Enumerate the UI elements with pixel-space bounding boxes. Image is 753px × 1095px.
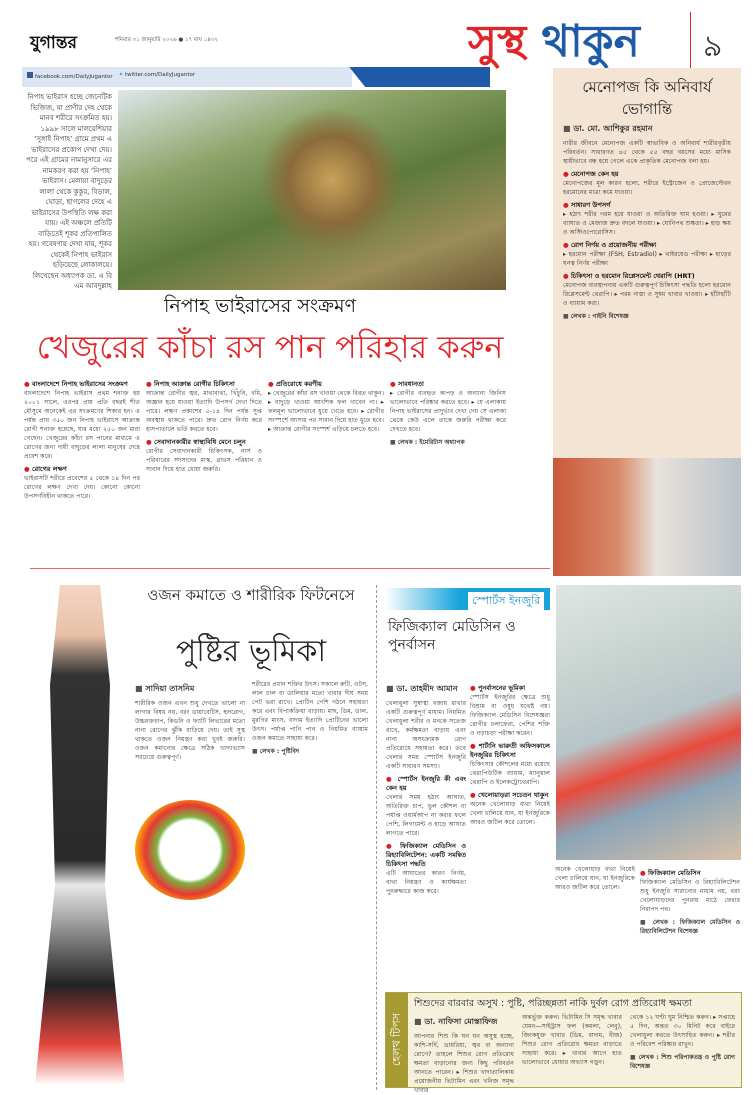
tips-byline: ■ ডা. নাফিসা মোস্তাফিজ: [414, 1017, 514, 1026]
article-column-2: [146, 376, 262, 566]
main-headline: খেজুরের কাঁচা রস পান পরিহার করুন: [36, 328, 504, 366]
injured-runner-photo: [556, 585, 741, 860]
social-bar-stripe: [330, 67, 490, 87]
tips-column-2: [522, 1013, 622, 1085]
sports-column-3: [555, 865, 635, 985]
twitter-url: twitter.com/DailyJugantor: [124, 72, 196, 78]
fitness-kicker: ওজন কমাতে ও শারীরিক ফিটনেসে: [147, 586, 355, 604]
column-subhead: ● সেবাদানকারীর স্বাস্থ্যবিধি মেনে চলুন: [146, 438, 262, 447]
facebook-icon: [27, 72, 33, 78]
menopause-body: ▸ হরমোন পরীক্ষা (FSH, Estradiol) ▸ থাইরয়েড পরীক্ষা ▸ হাড়ের ঘনত্ব নির্ণয় পরীক্ষা: [563, 251, 731, 267]
column-body: ▸ খেজুরের কাঁচা রস খাওয়া থেকে বিরত থাকুন। ▸ বাদুড়ে খাওয়া আংশিক ফল খাবেন না। ▸ ফলমূল ভালোভাবে ধুয়ে খেতে হবে। ▸ রোগীর সংস্পর্শে আসার পর সাবান দিয়ে হাত ধুতে হবে। ▸ আক্রান্ত রোগীর সংস্পর্শ এড়িয়ে চলতে হবে।: [268, 390, 384, 433]
health-tips-box: [385, 992, 742, 1094]
tips-column-1: [414, 1013, 514, 1094]
tips-headline: শিশুদের বারবার অসুখ : পুষ্টি, পরিচ্ছন্নতা নাকি দুর্বল রোগ প্রতিরোধ ক্ষমতা: [414, 998, 692, 1009]
fitness-body: শরীরের প্রধান শক্তির উৎস। সকালে রুটি, ওটস, লাল চাল বা ডালিয়ার মতো খাবার দীর্ঘ সময় পেট ভরা রাখে। প্রোটিন পেশি গঠনে সহায়তা করে এবং বিপাকক্রিয়া বাড়ায়। মাছ, ডিম, ডাল, মুরগির মাংস, বাদাম ইত্যাদি প্রোটিনের ভালো উৎস। পর্যাপ্ত পানি পান ও নিয়মিত ব্যায়াম ওজন কমাতে সাহায্য করে।: [252, 681, 368, 742]
sports-subhead: ● শার্টানি ভারুতী অফিসকালে ইনজুরির চিকিৎসা: [470, 742, 550, 760]
menopause-subhead: ● চিকিৎসা ও হরমোন রিপ্লেসমেন্ট থেরাপি (HRT): [563, 272, 731, 281]
author-note: ■ লেখক : শিশু পরিপাকতন্ত্র ও পুষ্টি রোগ বিশেষজ্ঞ: [630, 1053, 735, 1071]
sports-body: খেলার সময় হঠাৎ আঘাত, অতিরিক্ত চাপ, ভুল কৌশল বা পর্যাপ্ত ওয়ার্মআপ না করার ফলে পেশি, লিগামেন্ট ও হাড়ে আঘাত লাগতে পারে।: [386, 794, 466, 837]
column-dashed-divider: [376, 585, 377, 1090]
sports-label: স্পোর্টস ইনজুরি: [468, 592, 544, 611]
column-body: ▸ রোগীর ব্যবহৃত কাপড় ও অন্যান্য জিনিস ভালোভাবে পরিষ্কার করতে হবে। ▸ যে এলাকায় নিপাহ ভাইরাসের প্রাদুর্ভাব দেখা দেয় সে এলাকা থেকে কেউ এলে তাকে জরুরি পরীক্ষা করে দেখতে হবে।: [390, 390, 506, 433]
sports-column-2: [470, 680, 550, 980]
sports-subhead: ● খেলোয়াড়রা সচেতন থাকুন: [470, 791, 550, 800]
menopause-body: মেনোপজ ব্যবস্থাপনায় একটি গুরুত্বপূর্ণ চিকিৎসা পদ্ধতি হলো হরমোন রিপ্লেসমেন্ট থেরাপি। ▸ পরম নাস্তা ও সুষম খাবার খাওয়া। ▸ হাঁটাহাঁটি ও ব্যায়াম করা।: [563, 282, 731, 307]
author-note: ■ লেখক : গাইনি বিশেষজ্ঞ: [563, 312, 731, 321]
sports-subhead: ● স্পোর্টস ইনজুরি কী এবং কেন হয়: [386, 775, 466, 793]
column-subhead: ● রোগের লক্ষণ: [24, 465, 140, 474]
fitness-column-1: [135, 680, 245, 1090]
column-subhead: ● নিপাহ আক্রান্ত রোগীর চিকিৎসা: [146, 380, 262, 389]
page-number: ৯: [703, 29, 723, 64]
sports-subhead: ● পুনর্বাসনের ভূমিকা: [470, 684, 550, 693]
column-subhead: ● বাংলাদেশে নিপাহ ভাইরাসের সংক্রমণ: [24, 380, 140, 389]
twitter-link[interactable]: [119, 72, 196, 80]
doctor-consultation-photo: [553, 458, 741, 576]
sports-column-4: [640, 865, 740, 985]
facebook-link[interactable]: [27, 72, 113, 80]
facebook-url: facebook.com/DailyJugantor: [35, 74, 113, 80]
column-body: আক্রান্ত রোগীর জ্বর, মাথাব্যথা, খিঁচুনি, বমি, অজ্ঞান হয়ে যাওয়া ইত্যাদি উপসর্গ দেখা দিতে পারে। লক্ষণ প্রকাশের ৫-১৪ দিন পর্যন্ত সুপ্ত অবস্থায় থাকতে পারে। দ্রুত রোগ নির্ণয় করে হাসপাতালে ভর্তি করতে হবে।: [146, 390, 262, 433]
column-body: বাংলাদেশে নিপাহ ভাইরাস প্রথম শনাক্ত হয় ২০০১ সালে, এরপর প্রায় প্রতি বছরই শীত মৌসুমে অনেকেই এর সংক্রমণের শিকার হন। এ পর্যন্ত প্রায় ৩৫০ জন নিপাহ ভাইরাসে আক্রান্ত রোগী শনাক্ত হয়েছে, যার মধ্যে ২৫০ জন মারা গেছেন। খেজুরের কাঁচা রস পানের মাধ্যমে এ রোগের জন্য দায়ী বাদুড়ের লালা মানুষের দেহে প্রবেশ করে।: [24, 390, 140, 460]
tips-body: আপনার শিশু কি ঘন ঘন অসুস্থ হচ্ছে, কাশি-সর্দি, ডায়রিয়া, জ্বর বা অন্যান্য রোগে? তাহলে শিশুর রোগ প্রতিরোধ ক্ষমতা বাড়ানোর জন্য কিছু পরিবর্তন আনতে পারেন। ▸ শিশুর খাদ্যতালিকায় প্রয়োজনীয় ভিটামিন এবং খনিজ সমৃদ্ধ খাবার: [414, 1033, 514, 1094]
menopause-byline: ■ ডা. মো. আশিকুর রহমান: [563, 124, 731, 133]
section-title-red: সুস্থ: [468, 16, 527, 67]
tips-body: থেকে ১২ ঘণ্টা ঘুম নিশ্চিত করুন। ▸ সপ্তাহে ৫ দিন, অন্তত ৩০ মিনিট করে বাইরে খেলাধুলা করতে উৎসাহিত করুন। ▸ শরীর ও পরিবেশ পরিষ্কার রাখুন।: [630, 1014, 735, 1048]
menopause-subhead: ● মেনোপজ কেন হয়: [563, 170, 731, 179]
tips-body: অন্তর্ভুক্ত করুন। ভিটামিন সি সমৃদ্ধ খাবার যেমন—সাইট্রাস ফল (কমলা, লেবু), জিংকযুক্ত খাবার (ডিম, বাদাম, বীজ) শিশুর রোগ প্রতিরোধ ক্ষমতা বাড়াতে সাহায্য করে। ▸ খাবার আগে হাত ভালোভাবে ধোয়ার অভ্যাস গড়ুন।: [522, 1014, 622, 1066]
article-column-1: [24, 376, 140, 566]
masthead-logo: যুগান্তর: [30, 33, 77, 53]
sports-byline: ■ ডা. তাহমীদ আমান: [386, 684, 466, 693]
intro-text: নিপাহ ভাইরাস হচ্ছে জেনেটিক ভিজিজ, যা প্রাণীর দেহ থেকে মানব শরীরে সংক্রমিত হয়। ১৯৯৮ সালে মালয়েশিয়ার ‘সুঙ্গাই নিপাহ’ গ্রামে প্রথম এ ভাইরাসের প্রকোপ দেখা দেয়। পরে এই গ্রামের নামানুসারে এর নামকরণ করা হয় ‘নিপাহ’ ভাইরাস। মেলায়া বাদুড়ের লালা থেকে কুকুর, বিড়াল, ঘোড়া, ছাগলের দেহে এ ভাইরাসের উপস্থিতি লক্ষ করা যায়। এই অঞ্চলে প্রতিটি বাড়িতেই শূকর প্রতিপালিত হয়। গবেষণায় দেখা যায়, শূকর থেকেই নিপাহ ভাইরাস ছড়িয়েছে লোকালয়ে। লিখেছেন অধ্যাপক ডা. এ বি এম আবদুল্লাহ: [26, 93, 112, 290]
menopause-intro: নারীর জীবনে মেনোপজ একটি স্বাভাবিক ও অনিবার্য শারীরবৃত্তীয় পরিবর্তন। সাধারণত ৪৫ থেকে ৫৫ বছর বয়সের মধ্যে মাসিক স্থায়ীভাবে বন্ধ হয়ে গেলে একে প্রাকৃতিক মেনোপজ বলা হয়।: [563, 140, 731, 165]
sports-headline: ফিজিক্যাল মেডিসিন ও পুনর্বাসন: [388, 619, 516, 653]
date-palm-photo: [118, 90, 506, 290]
sports-body: অনেক খেলোয়াড় ব্যথা নিয়েই খেলা চালিয়ে যান, যা ইনজুরিকে আরও জটিল করে তোলে।: [555, 866, 635, 891]
health-tips-label: হেলথ টিপস: [386, 993, 408, 1087]
sports-column-1: [386, 680, 466, 980]
sports-subhead: ● ফিজিক্যাল মেডিসিন: [640, 869, 740, 878]
runner-photo: [30, 585, 130, 1085]
fitness-body: শারীরিক ওজন এখন শুধু দেখতে ভালো না লাগার বিষয় নয়, বরং ডায়াবেটিস, হৃদরোগ, উচ্চরক্তচাপ, কিডনি ও ফ্যাটি লিভারের মতো নানা রোগের ঝুঁকি বাড়িয়ে দেয়। তাই সুস্থ থাকতে ওজন নিয়ন্ত্রণ করা খুবই জরুরি। ওজন কমানোর ক্ষেত্রে সঠিক খাদ্যাভ্যাস সবচেয়ে গুরুত্বপূর্ণ।: [135, 700, 245, 761]
sports-body: অনেক খেলোয়াড় ব্যথা নিয়েই খেলা চালিয়ে যান, যা ইনজুরিকে আরও জটিল করে তোলে।: [470, 801, 550, 826]
article-column-4: [390, 376, 506, 566]
menopause-subhead: ● সাধারণ উপসর্গ: [563, 201, 731, 210]
section-title-blue: থাকুন: [541, 16, 640, 67]
column-subhead: ● প্রতিরোধে করণীয়: [268, 380, 384, 389]
author-note: ■ লেখক : পুষ্টিবিদ: [252, 747, 368, 756]
fitness-byline: ■ সাদিয়া তাসনিম: [135, 684, 245, 693]
twitter-icon: ✦: [118, 72, 124, 78]
sports-body: এটি আঘাতের কারণ নির্ণয়, ব্যথা নিয়ন্ত্রণ ও কার্যক্ষমতা পুনরুদ্ধারে কাজ করে।: [386, 870, 466, 895]
menopause-body: মেনোপজের মূল কারণ হলো, শরীরে ইস্ট্রোজেন ও প্রোজেস্টেরন হরমোনের মাত্রা কমে যাওয়া।: [563, 180, 731, 196]
column-body: রোগীর সেবাদানকারী চিকিৎসক, নার্স ও পরিবারের সদস্যদের মাস্ক, গ্লাভস পরিধান ও সাবান দিয়ে হাত ধোয়া জরুরি।: [146, 448, 262, 473]
column-body: ভাইরাসটি শরীরে প্রবেশের ৫ থেকে ১৪ দিন পর রোগের লক্ষণ দেখা দেয়। কোনো কোনো উপসর্গবিহীন থাকতে পারে।: [24, 475, 140, 500]
fitness-headline: পুষ্টির ভূমিকা: [175, 634, 327, 669]
sports-body: চিকিৎসার কৌশলের মধ্যে রয়েছে থেরাপিউটিক ব্যায়াম, ম্যানুয়াল থেরাপি ও ইলেকট্রোথেরাপি।: [470, 761, 550, 786]
menopause-title: মেনোপজ কি অনিবার্য ভোগান্তি: [582, 78, 712, 118]
main-kicker: নিপাহ ভাইরাসের সংক্রমণ: [163, 295, 357, 317]
fitness-column-2: [252, 680, 368, 1090]
issue-date: শনিবার ৩১ জানুয়ারি ২০২৬ ● ১৭ মাঘ ১৪৩২: [115, 37, 218, 43]
section-divider: [30, 568, 550, 569]
sports-body: স্পোর্টস ইনজুরির ক্ষেত্রে শুধু বিশ্রাম বা ওষুধ যথেষ্ট নয়। ফিজিক্যাল মেডিসিন বিশেষজ্ঞরা রোগীর চলাফেরা, পেশির শক্তি ও নড়াচড়া পরীক্ষা করেন।: [470, 694, 550, 737]
menopause-body: ▸ হঠাৎ শরীর গরম হয়ে যাওয়া ও অতিরিক্ত ঘাম হওয়া। ▸ ঘুমের ব্যাঘাত ও মেজাজ দ্রুত বদলে যাওয়া। ▸ যোনিপথ শুষ্কতা। ▸ হাড় ক্ষয় ও অস্টিওপোরোসিস।: [563, 211, 731, 236]
menopause-subhead: ● রোগ নির্ণয় ও প্রয়োজনীয় পরীক্ষা: [563, 241, 731, 250]
sports-body: ফিজিক্যাল মেডিসিন ও রিহ্যাবিলিটেশন শুধু ইনজুরি সারানোর মাধ্যম নয়, বরং খেলোয়াড়দের পুনরায় মাঠে ফেরার নিরাপদ পথ।: [640, 879, 740, 913]
author-note: ■ লেখক : ফিজিক্যাল মেডিসিন ও রিহ্যাবিলিটেশন বিশেষজ্ঞ: [640, 918, 740, 936]
tips-column-3: [630, 1013, 735, 1085]
column-subhead: ● সাবধানতা: [390, 380, 506, 389]
article-column-3: [268, 376, 384, 566]
sports-body: খেলাধুলা সুস্বাস্থ্য বজায় রাখার একটি গুরুত্বপূর্ণ মাধ্যম। নিয়মিত খেলাধুলা শরীর ও মনকে সতেজ রাখে, কর্মক্ষমতা বাড়ায় এবং নানা অসংক্রামক রোগ প্রতিরোধে সহায়তা করে। তবে খেলার সময় স্পোর্টস ইনজুরি একটি সাধারণ সমস্যা।: [386, 700, 466, 770]
menopause-box: [553, 68, 741, 576]
sports-subhead: ● ফিজিক্যাল মেডিসিন ও রিহ্যাবিলিটেশন: একটি সমন্বিত চিকিৎসা পদ্ধতি: [386, 842, 466, 869]
author-note: ■ লেখক : ইমেরিটাস অধ্যাপক: [390, 438, 506, 447]
